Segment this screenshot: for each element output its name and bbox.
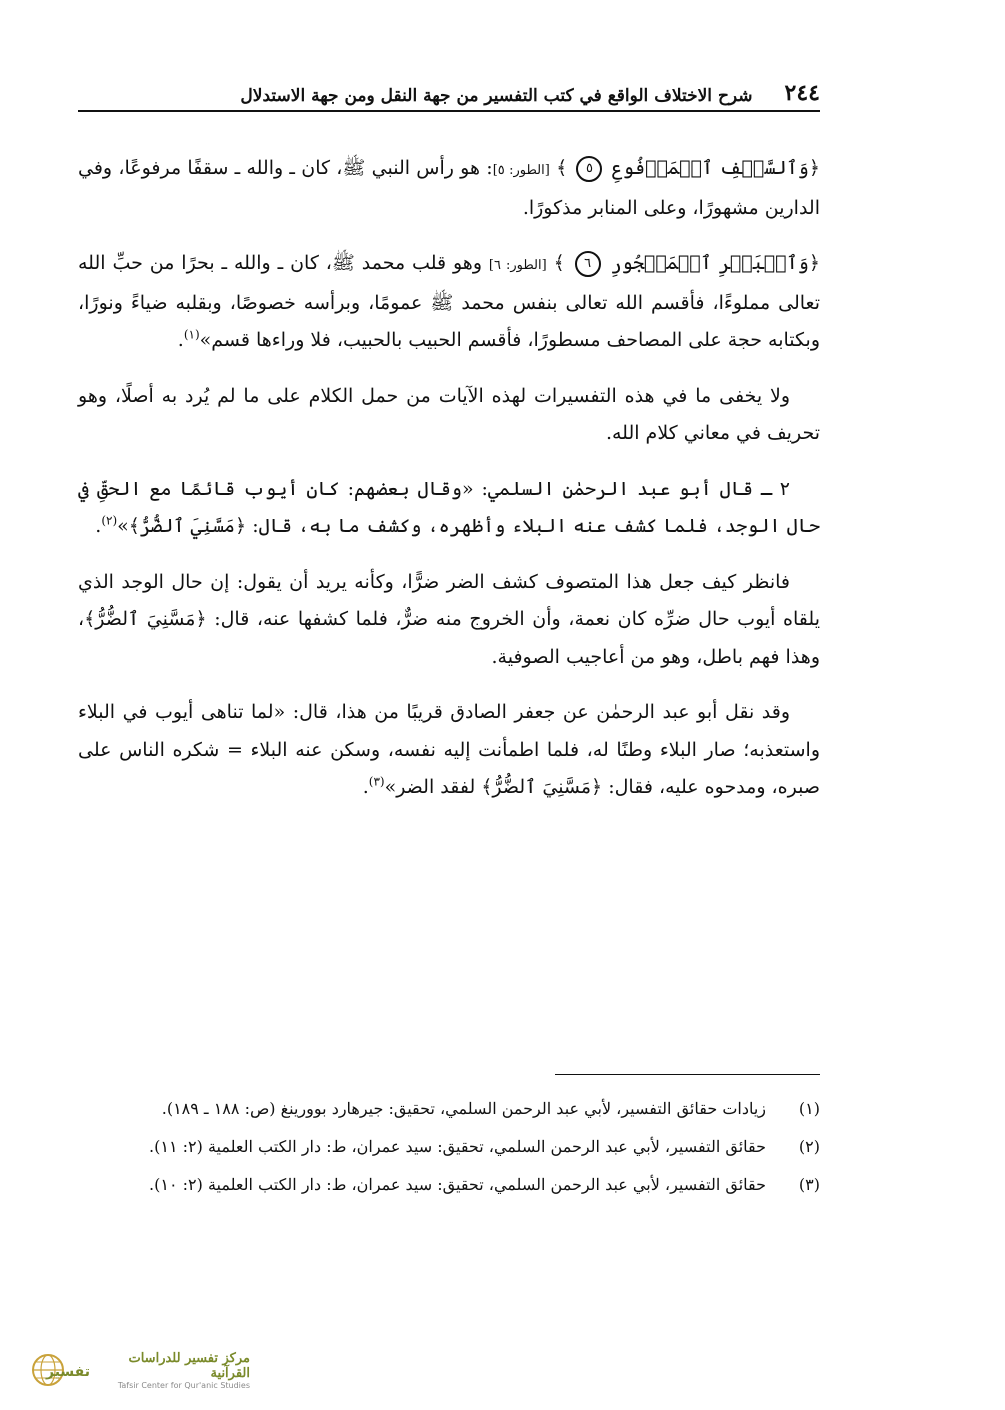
ayah-number-marker: ٦ (575, 251, 601, 277)
paragraph-tail: لفقد الضر» (384, 776, 482, 798)
surah-reference: [الطور: ٦] (488, 258, 547, 273)
globe-emblem-svg (28, 1352, 91, 1388)
footnote-marker[interactable]: (٢) (101, 513, 118, 528)
footnote-marker[interactable]: (١) (183, 327, 200, 342)
paragraph-text: : هو رأس النبي ﷺ، كان ـ والله ـ سقفًا مرفوعًا، وفي الدارين مشهورًا، وعلى المنابر مذكورًا. (78, 157, 820, 219)
footnote-item (78, 1130, 820, 1164)
paragraph-3 (78, 378, 820, 453)
footnote-marker[interactable]: (٣) (368, 774, 385, 789)
paragraph-text: وقد نقل أبو عبد الرحمٰن عن جعفر الصادق قريبًا من هذا، قال: «لما تناهى أيوب في البلاء واستعذبه؛ صار البلاء وطنًا له، فلما اطمأنت إليه نفسه، وسكن عنه البلاء = شكره الناس على صبره، ومدحوه عليه، فقال: (78, 701, 820, 798)
sentence-end: . (362, 776, 369, 798)
paragraph-text: ٢ ـ قال أبو عبد الرحمٰن السلمي: «وقال بعضهم: كان أيوب قائمًا مع الحقِّ في حال الوجد، فلما كشف عنه البلاء وأظهره، وكشف ما به، قال: (78, 477, 820, 537)
logo-english-name: Tafsir Center for Qur'anic Studies (117, 1380, 250, 1390)
logo-emblem-word: تفسير (45, 1364, 91, 1380)
footnote-separator (555, 1074, 820, 1075)
paragraph-1 (78, 150, 820, 227)
footnote-number: (١) (798, 1099, 820, 1118)
footnote-text: حقائق التفسير، لأبي عبد الرحمن السلمي، تحقيق: سيد عمران، ط: دار الكتب العلمية (٢: ١١). (149, 1137, 766, 1156)
footnote-number: (٣) (798, 1175, 820, 1194)
verse-close: ﴾ (556, 157, 568, 179)
paragraph-2 (78, 245, 820, 360)
quran-verse: ﴿وَٱلسَّقۡفِ ٱلۡمَرۡفُوعِ (611, 157, 820, 179)
logo-text-block (90, 1351, 250, 1390)
paragraph-5 (78, 564, 820, 677)
quran-verse: ﴿مَسَّنِيَ ٱلضُّرُّ﴾ (128, 515, 247, 537)
footnote-item (78, 1092, 820, 1126)
paragraph-tail: ، وهذا فهم باطل، وهو من أعاجيب الصوفية. (78, 608, 820, 668)
surah-reference: [الطور: ٥] (492, 163, 550, 178)
paragraph-4 (78, 471, 820, 546)
verse-close: ﴾ (553, 252, 565, 274)
footnote-item (78, 1168, 820, 1202)
quote-close: » (117, 515, 129, 537)
footnote-text: زيادات حقائق التفسير، لأبي عبد الرحمن السلمي، تحقيق: جيرهارد بوورينغ (ص: ١٨٨ ـ ١٨٩). (161, 1099, 766, 1118)
ayah-number-marker: ٥ (576, 156, 602, 182)
paragraph-6 (78, 694, 820, 807)
paragraph-text: ولا يخفى ما في هذه التفسيرات لهذه الآيات من حمل الكلام على ما لم يُرد به أصلًا، وهو تحريف في معاني كلام الله. (78, 384, 820, 444)
footnote-number: (٢) (798, 1137, 820, 1156)
footnote-text: حقائق التفسير، لأبي عبد الرحمن السلمي، تحقيق: سيد عمران، ط: دار الكتب العلمية (٢: ١٠). (149, 1175, 766, 1194)
paragraph-text: وهو قلب محمد ﷺ، كان ـ والله ـ بحرًا من حبِّ الله تعالى مملوءًا، فأقسم الله تعالى بنفس محمد ﷺ عمومًا، وبرأسه خصوصًا، وبقلبه ضياءً ونورًا، وبكتابه حجة على المصاحف مسطورًا، فأقسم الحبيب بالحبيب، فلا وراءها قسم» (78, 252, 820, 351)
running-title: شرح الاختلاف الواقع في كتب التفسير من جهة النقل ومن جهة الاستدلال (240, 86, 753, 106)
quran-verse: ﴿مَسَّنِيَ ٱلضُّرُّ﴾ (481, 776, 603, 798)
publisher-logo (28, 1350, 250, 1390)
footnotes (78, 1092, 820, 1206)
body-text (78, 150, 820, 825)
quran-verse: ﴿مَسَّنِيَ ٱلضُّرُّ﴾ (84, 608, 207, 630)
sentence-end: . (177, 329, 184, 351)
paragraph-text: فانظر كيف جعل هذا المتصوف كشف الضر ضرًّا، وكأنه يريد أن يقول: إن حال الوجد الذي يلقاه أيوب حال ضرِّه كان نعمة، وأن الخروج منه ضرٌّ، فلما كشفها عنه، قال: (78, 570, 820, 630)
quran-verse: ﴿وَٱلۡبَحۡرِ ٱلۡمَسۡجُورِ (610, 252, 820, 274)
sentence-end: . (95, 515, 102, 537)
page-number: ٢٤٤ (784, 80, 820, 106)
running-head (78, 76, 820, 112)
logo-arabic-name: مركز تفسير للدراسات القرآنية (128, 1350, 250, 1381)
globe-emblem-icon (28, 1352, 91, 1388)
